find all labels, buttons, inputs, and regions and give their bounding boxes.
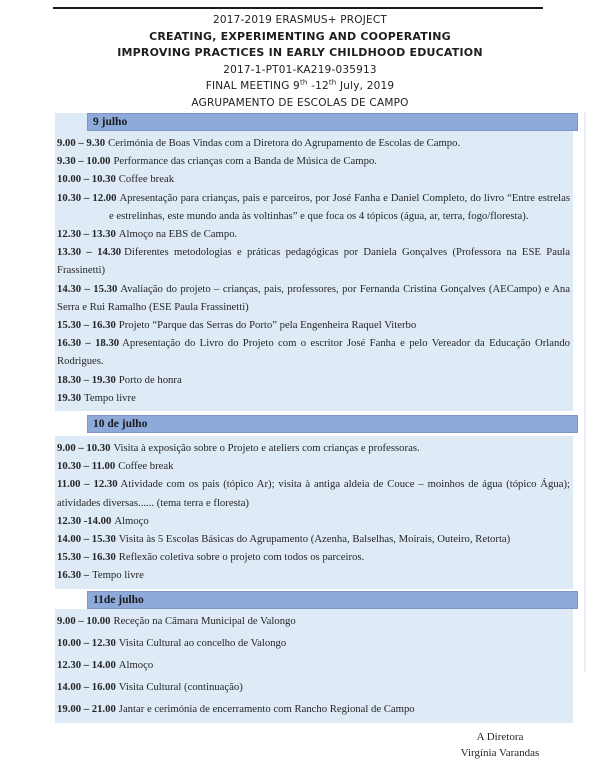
schedule-entry <box>57 656 570 674</box>
entry-description: Visita Cultural ao concelho de Valongo <box>118 636 287 649</box>
schedule-entry <box>57 530 570 548</box>
entry-description: Avaliação do projeto – crianças, pais, professores, por Fernanda Cristina Gonçalves (AECampo) e Ana Serra e Rui Ramalho (ESE Paula Frassinetti) <box>57 282 570 313</box>
entry-description: Visita às 5 Escolas Básicas do Agrupamento (Azenha, Balselhas, Moirais, Outeiro, Retorta) <box>118 533 511 546</box>
schedule-entry <box>57 475 570 511</box>
entry-description: Porto de honra <box>118 373 182 386</box>
entry-description: Jantar e cerimónia de encerramento com Rancho Regional de Campo <box>118 703 415 716</box>
schedule-entry <box>57 243 570 279</box>
entry-description: Atividade com os pais (tópico Ar); visita à antiga aldeia de Couce – moinhos de água (tópico Água); atividades diversas...... (tema terra e floresta) <box>57 478 570 509</box>
entry-time: 9.00 – 9.30 <box>57 137 106 149</box>
entry-time: 10.00 – 12.30 <box>57 636 116 649</box>
final-meeting-text: -12 <box>307 80 329 93</box>
entry-description: Almoço na EBS de Campo. <box>118 228 238 241</box>
entry-time: 12.30 – 13.30 <box>57 228 116 241</box>
entries-9-july <box>57 131 570 407</box>
signature-block <box>425 729 575 762</box>
entry-description: Tempo livre <box>84 391 136 404</box>
entry-time: 19.30 <box>57 391 82 404</box>
entry-time: 9.00 – 10.30 <box>57 442 111 455</box>
school-group-name: AGRUPAMENTO DE ESCOLAS DE CAMPO <box>191 96 409 109</box>
schedule-entry <box>57 371 570 389</box>
signature-role: A Diretora <box>476 730 524 743</box>
entry-time: 12.30 – 14.00 <box>57 659 116 672</box>
schedule-entry <box>57 170 570 188</box>
date-bar-11-july: 11de julho <box>87 591 578 609</box>
entry-description: Apresentação do Livro do Projeto com o escritor José Fanha e pelo Vereador da Educação Orlando Rodrigues. <box>57 337 571 368</box>
entry-description: Visita à exposição sobre o Projeto e ateliers com crianças e professoras. <box>113 442 420 455</box>
entry-description: Almoço <box>118 659 154 672</box>
schedule-entry <box>57 225 570 243</box>
project-name-line-1: CREATING, EXPERIMENTING AND COOPERATING <box>149 29 451 43</box>
entry-description: Reflexão coletiva sobre o projeto com todos os parceiros. <box>118 551 365 564</box>
schedule-entry <box>57 634 570 652</box>
project-years-title: 2017-2019 ERASMUS+ PROJECT <box>212 14 388 26</box>
entry-time: 18.30 – 19.30 <box>57 373 116 386</box>
document-title-block <box>0 12 600 112</box>
entry-time: 16.30 – <box>57 569 90 582</box>
schedule-entry <box>57 548 570 566</box>
entry-description: Coffee break <box>118 173 175 186</box>
entry-time: 9.30 – 10.00 <box>57 155 111 168</box>
entry-time: 15.30 – 16.30 <box>57 551 116 564</box>
ordinal-superscript: th <box>328 78 337 87</box>
entry-time: 19.00 – 21.00 <box>57 703 116 716</box>
schedule-entry <box>57 189 570 225</box>
schedule-entry <box>57 612 570 630</box>
entry-description: Receção na Câmara Municipal de Valongo <box>113 614 296 627</box>
section-11-july <box>55 609 573 723</box>
section-9-july <box>55 113 573 411</box>
section-10-july <box>55 436 573 589</box>
entry-time: 9.00 – 10.00 <box>57 614 111 627</box>
project-code: 2017-1-PT01-KA219-035913 <box>223 63 377 76</box>
schedule-entry <box>57 152 570 170</box>
entry-time: 14.30 – 15.30 <box>57 282 118 295</box>
entry-description: Tempo livre <box>92 569 144 582</box>
entry-description: Almoço <box>114 514 149 527</box>
entry-time: 13.30 – 14.30 <box>57 246 122 259</box>
entry-description: Coffee break <box>118 460 174 473</box>
final-meeting-text: July, 2019 <box>336 80 395 93</box>
schedule-entry <box>57 439 570 457</box>
entry-time: 15.30 – 16.30 <box>57 319 116 332</box>
schedule-entry <box>57 566 570 584</box>
schedule-entry <box>57 678 570 696</box>
page-edge-line <box>584 112 586 672</box>
final-meeting-line <box>0 78 600 95</box>
entry-description: Cerimónia de Boas Vindas com a Diretora do Agrupamento de Escolas de Campo. <box>108 137 461 149</box>
schedule-body <box>55 113 573 762</box>
entry-description: Projeto “Parque das Serras do Porto” pela Engenheira Raquel Viterbo <box>118 319 417 332</box>
ordinal-superscript: th <box>299 78 308 87</box>
signature-name: Virgínia Varandas <box>460 747 540 760</box>
final-meeting-text: FINAL MEETING 9 <box>205 80 300 93</box>
schedule-entry <box>57 389 570 407</box>
top-rule-divider <box>53 7 543 9</box>
schedule-entry <box>57 134 570 152</box>
entry-description: Diferentes metodologias e práticas pedagógicas por Daniela Gonçalves (Professora na ESE Paula Frassinetti) <box>57 246 571 277</box>
project-name-line-2: IMPROVING PRACTICES IN EARLY CHILDHOOD EDUCATION <box>117 46 483 60</box>
entry-time: 10.00 – 10.30 <box>57 173 116 186</box>
schedule-entry <box>57 334 570 370</box>
date-bar-9-july: 9 julho <box>87 113 578 131</box>
entry-time: 10.30 – 11.00 <box>57 460 116 473</box>
entry-time: 14.00 – 15.30 <box>57 533 116 546</box>
entry-description: Visita Cultural (continuação) <box>118 681 243 694</box>
schedule-entry <box>57 700 570 718</box>
date-bar-10-july: 10 de julho <box>87 415 578 433</box>
entry-description: Apresentação para crianças, pais e parceiros, por José Fanha e Daniel Completo, do livro “Entre estrelas e estrelinhas, este mundo anda às voltinhas” e que foca os 4 tópicos (água, ar, terra, fogo/floresta). <box>109 191 571 222</box>
entry-description: Performance das crianças com a Banda de Música de Campo. <box>113 155 377 168</box>
entries-11-july <box>57 609 570 719</box>
entry-time: 16.30 – 18.30 <box>57 337 120 350</box>
entry-time: 14.00 – 16.00 <box>57 681 116 694</box>
entries-10-july <box>57 436 570 585</box>
schedule-entry <box>57 457 570 475</box>
entry-time: 11.00 – 12.30 <box>57 478 118 491</box>
schedule-entry <box>57 316 570 334</box>
entry-time: 12.30 -14.00 <box>57 514 112 527</box>
schedule-entry <box>57 512 570 530</box>
schedule-entry <box>57 280 570 316</box>
entry-time: 10.30 – 12.00 <box>57 191 117 204</box>
